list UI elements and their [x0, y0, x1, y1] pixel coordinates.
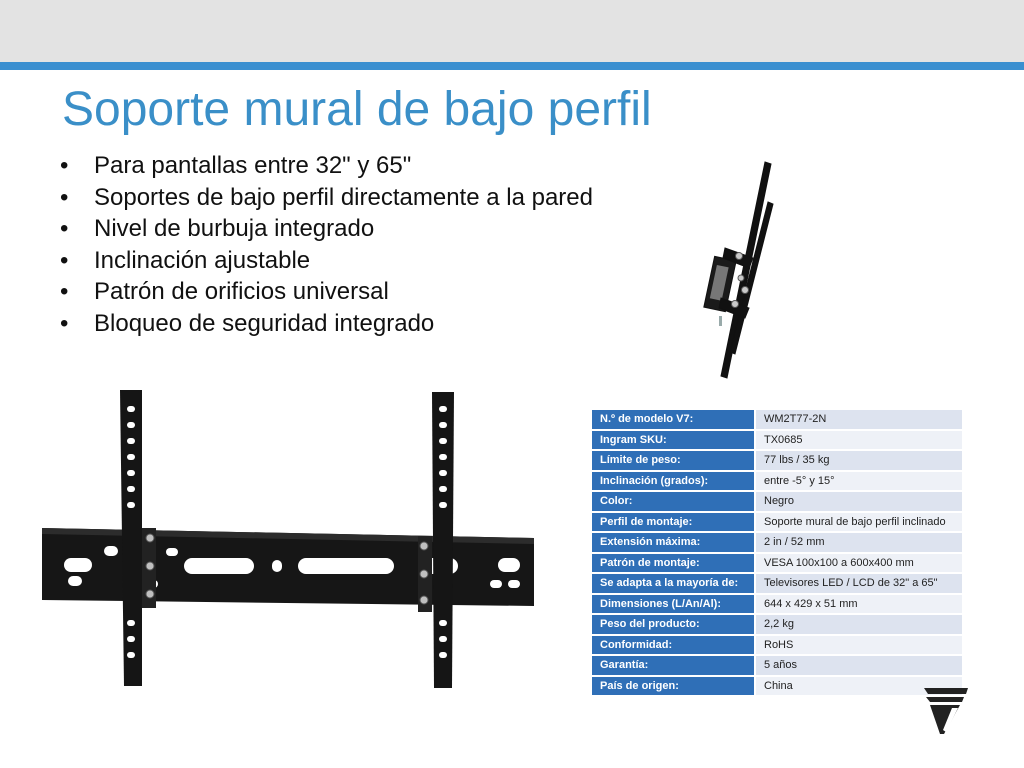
feature-text: Para pantallas entre 32" y 65": [94, 152, 412, 179]
table-row: [592, 513, 962, 532]
spec-value: Televisores LED / LCD de 32" a 65": [756, 574, 962, 593]
spec-label: Extensión máxima:: [592, 533, 756, 552]
bullet-icon: •: [60, 183, 69, 211]
wall-mount-side-view-image: [695, 158, 785, 383]
table-row: [592, 533, 962, 552]
spec-label: Perfil de montaje:: [592, 513, 756, 532]
feature-text: Patrón de orificios universal: [94, 278, 389, 305]
specs-table: [592, 408, 962, 697]
feature-item: [60, 150, 593, 182]
spec-label: Patrón de montaje:: [592, 554, 756, 573]
table-row: [592, 574, 962, 593]
table-row: [592, 492, 962, 511]
table-row: [592, 410, 962, 429]
spec-value: 644 x 429 x 51 mm: [756, 595, 962, 614]
bullet-icon: •: [60, 246, 69, 274]
spec-label: Conformidad:: [592, 636, 756, 655]
spec-value: 5 años: [756, 656, 962, 675]
spec-label: N.º de modelo V7:: [592, 410, 756, 429]
table-row: [592, 554, 962, 573]
table-row: [592, 656, 962, 675]
spec-label: Inclinación (grados):: [592, 472, 756, 491]
spec-label: País de origen:: [592, 677, 756, 696]
feature-item: [60, 308, 593, 340]
slide-title: Soporte mural de bajo perfil: [62, 83, 652, 136]
table-row: [592, 595, 962, 614]
feature-item: [60, 245, 593, 277]
spec-label: Dimensiones (L/An/Al):: [592, 595, 756, 614]
header-accent-rule: [0, 62, 1024, 70]
bullet-icon: •: [60, 152, 69, 179]
spec-value: China: [756, 677, 962, 696]
spec-value: 77 lbs / 35 kg: [756, 451, 962, 470]
spec-label: Garantía:: [592, 656, 756, 675]
table-row: [592, 431, 962, 450]
feature-text: Nivel de burbuja integrado: [94, 215, 375, 242]
table-row: [592, 636, 962, 655]
spec-value: TX0685: [756, 431, 962, 450]
header-band: [0, 0, 1024, 62]
feature-item: [60, 182, 593, 214]
table-row: [592, 615, 962, 634]
table-row: [592, 451, 962, 470]
spec-value: WM2T77-2N: [756, 410, 962, 429]
feature-text: Soportes de bajo perfil directamente a la pared: [94, 183, 593, 211]
spec-value: entre -5° y 15°: [756, 472, 962, 491]
bullet-icon: •: [60, 215, 69, 242]
spec-label: Peso del producto:: [592, 615, 756, 634]
feature-text: Inclinación ajustable: [94, 246, 311, 274]
feature-list: [60, 150, 593, 339]
bullet-icon: •: [60, 309, 69, 337]
feature-text: Bloqueo de seguridad integrado: [94, 309, 435, 337]
feature-item: [60, 276, 593, 308]
table-row: [592, 677, 962, 696]
bullet-icon: •: [60, 278, 69, 305]
spec-value: Soporte mural de bajo perfil inclinado: [756, 513, 962, 532]
table-row: [592, 472, 962, 491]
wall-mount-front-view-image: [38, 388, 538, 693]
spec-value: 2 in / 52 mm: [756, 533, 962, 552]
spec-value: Negro: [756, 492, 962, 511]
feature-item: [60, 213, 593, 245]
v7-logo-icon: [922, 686, 970, 736]
spec-value: VESA 100x100 a 600x400 mm: [756, 554, 962, 573]
spec-label: Color:: [592, 492, 756, 511]
spec-value: 2,2 kg: [756, 615, 962, 634]
spec-label: Límite de peso:: [592, 451, 756, 470]
spec-label: Se adapta a la mayoría de:: [592, 574, 756, 593]
spec-value: RoHS: [756, 636, 962, 655]
spec-label: Ingram SKU:: [592, 431, 756, 450]
